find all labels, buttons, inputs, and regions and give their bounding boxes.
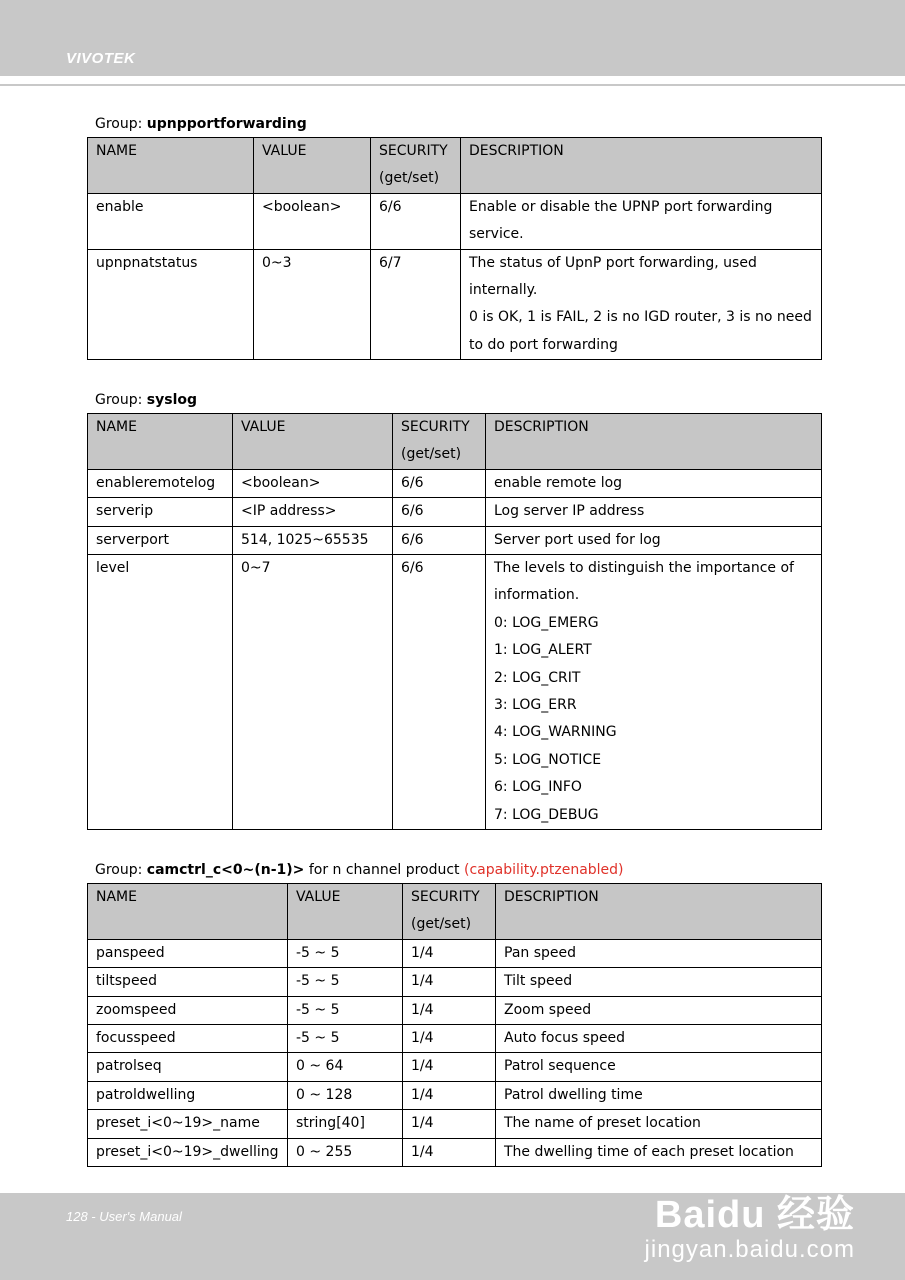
param-name: serverip xyxy=(88,498,233,526)
table-row xyxy=(88,1025,822,1053)
param-security: 1/4 xyxy=(403,968,496,996)
param-description: The name of preset location xyxy=(496,1110,822,1138)
group-title-camctrl xyxy=(95,861,624,879)
param-security: 6/6 xyxy=(393,469,486,497)
brand-logo: VIVOTEK xyxy=(66,50,136,67)
param-security: 6/7 xyxy=(371,249,461,360)
table-syslog xyxy=(87,413,822,830)
table-row xyxy=(88,526,822,554)
group-suffix: for n channel product xyxy=(304,862,464,878)
param-name: zoomspeed xyxy=(88,996,288,1024)
param-description: The levels to distinguish the importance of information. 0: LOG_EMERG 1: LOG_ALERT 2: LOG_CRIT 3: LOG_ERR 4: LOG_WARNING 5: LOG_NOTICE 6: LOG_INFO 7: LOG_DEBUG xyxy=(486,555,822,830)
col-security-header: SECURITY (get/set) xyxy=(371,138,461,194)
group-name: syslog xyxy=(146,392,198,408)
param-value: string[40] xyxy=(288,1110,403,1138)
param-description: The status of UpnP port forwarding, used internally. 0 is OK, 1 is FAIL, 2 is no IGD router, 3 is no need to do port forwarding xyxy=(461,249,822,360)
param-description: Patrol dwelling time xyxy=(496,1081,822,1109)
table-row xyxy=(88,1110,822,1138)
table-row xyxy=(88,193,822,249)
col-value-header: VALUE xyxy=(233,414,393,470)
param-value: -5 ~ 5 xyxy=(288,968,403,996)
param-value: 0~3 xyxy=(254,249,371,360)
param-name: patroldwelling xyxy=(88,1081,288,1109)
group-prefix: Group: xyxy=(95,862,147,878)
param-name: serverport xyxy=(88,526,233,554)
table-row xyxy=(88,555,822,830)
col-name-header: NAME xyxy=(88,414,233,470)
table-row xyxy=(88,1053,822,1081)
table-row xyxy=(88,939,822,967)
table-header-row xyxy=(88,884,822,940)
table-upnpportforwarding xyxy=(87,137,822,360)
group-prefix: Group: xyxy=(95,116,147,132)
table-header-row xyxy=(88,414,822,470)
param-value: 0~7 xyxy=(233,555,393,830)
param-name: preset_i<0~19>_dwelling xyxy=(88,1138,288,1166)
col-security-header: SECURITY (get/set) xyxy=(403,884,496,940)
param-security: 6/6 xyxy=(393,555,486,830)
table-row xyxy=(88,469,822,497)
param-value: 0 ~ 64 xyxy=(288,1053,403,1081)
param-description: Server port used for log xyxy=(486,526,822,554)
param-security: 6/6 xyxy=(393,498,486,526)
param-name: panspeed xyxy=(88,939,288,967)
group-name: upnpportforwarding xyxy=(146,116,307,132)
col-description-header: DESCRIPTION xyxy=(461,138,822,194)
table-row xyxy=(88,996,822,1024)
param-description: Auto focus speed xyxy=(496,1025,822,1053)
table-row xyxy=(88,249,822,360)
param-name: upnpnatstatus xyxy=(88,249,254,360)
param-description: Pan speed xyxy=(496,939,822,967)
baidu-watermark xyxy=(645,1193,855,1263)
col-value-header: VALUE xyxy=(254,138,371,194)
param-value: 0 ~ 255 xyxy=(288,1138,403,1166)
group-title-syslog xyxy=(95,391,197,409)
param-name: preset_i<0~19>_name xyxy=(88,1110,288,1138)
param-security: 1/4 xyxy=(403,1110,496,1138)
col-value-header: VALUE xyxy=(288,884,403,940)
param-name: focusspeed xyxy=(88,1025,288,1053)
col-name-header: NAME xyxy=(88,884,288,940)
table-camctrl xyxy=(87,883,822,1167)
col-name-header: NAME xyxy=(88,138,254,194)
table-header-row xyxy=(88,138,822,194)
param-value: 514, 1025~65535 xyxy=(233,526,393,554)
param-name: patrolseq xyxy=(88,1053,288,1081)
col-security-header: SECURITY (get/set) xyxy=(393,414,486,470)
param-value: -5 ~ 5 xyxy=(288,939,403,967)
param-name: tiltspeed xyxy=(88,968,288,996)
capability-tag: (capability.ptzenabled) xyxy=(464,862,624,878)
param-value: -5 ~ 5 xyxy=(288,996,403,1024)
param-security: 6/6 xyxy=(371,193,461,249)
table-row xyxy=(88,968,822,996)
col-description-header: DESCRIPTION xyxy=(496,884,822,940)
param-security: 1/4 xyxy=(403,1138,496,1166)
param-description: Log server IP address xyxy=(486,498,822,526)
table-row xyxy=(88,1081,822,1109)
page-header xyxy=(0,0,905,76)
param-security: 1/4 xyxy=(403,939,496,967)
col-description-header: DESCRIPTION xyxy=(486,414,822,470)
param-description: Patrol sequence xyxy=(496,1053,822,1081)
group-prefix: Group: xyxy=(95,392,147,408)
param-value: 0 ~ 128 xyxy=(288,1081,403,1109)
param-value: <boolean> xyxy=(254,193,371,249)
table-row xyxy=(88,498,822,526)
page-number-label: 128 - User's Manual xyxy=(66,1209,182,1224)
param-description: The dwelling time of each preset location xyxy=(496,1138,822,1166)
page-footer xyxy=(0,1193,905,1280)
param-security: 6/6 xyxy=(393,526,486,554)
param-name: enable xyxy=(88,193,254,249)
param-security: 1/4 xyxy=(403,1053,496,1081)
param-description: enable remote log xyxy=(486,469,822,497)
param-description: Enable or disable the UPNP port forwarding service. xyxy=(461,193,822,249)
param-name: enableremotelog xyxy=(88,469,233,497)
param-value: -5 ~ 5 xyxy=(288,1025,403,1053)
param-value: <IP address> xyxy=(233,498,393,526)
watermark-logo: Baidu 经验 xyxy=(654,1194,855,1236)
header-divider xyxy=(0,84,905,86)
group-title-upnpportforwarding xyxy=(95,115,307,133)
table-row xyxy=(88,1138,822,1166)
param-description: Tilt speed xyxy=(496,968,822,996)
param-security: 1/4 xyxy=(403,996,496,1024)
watermark-url: jingyan.baidu.com xyxy=(644,1236,855,1263)
param-security: 1/4 xyxy=(403,1081,496,1109)
param-description: Zoom speed xyxy=(496,996,822,1024)
group-name: camctrl_c<0~(n-1)> xyxy=(146,862,305,878)
param-value: <boolean> xyxy=(233,469,393,497)
param-security: 1/4 xyxy=(403,1025,496,1053)
param-name: level xyxy=(88,555,233,830)
